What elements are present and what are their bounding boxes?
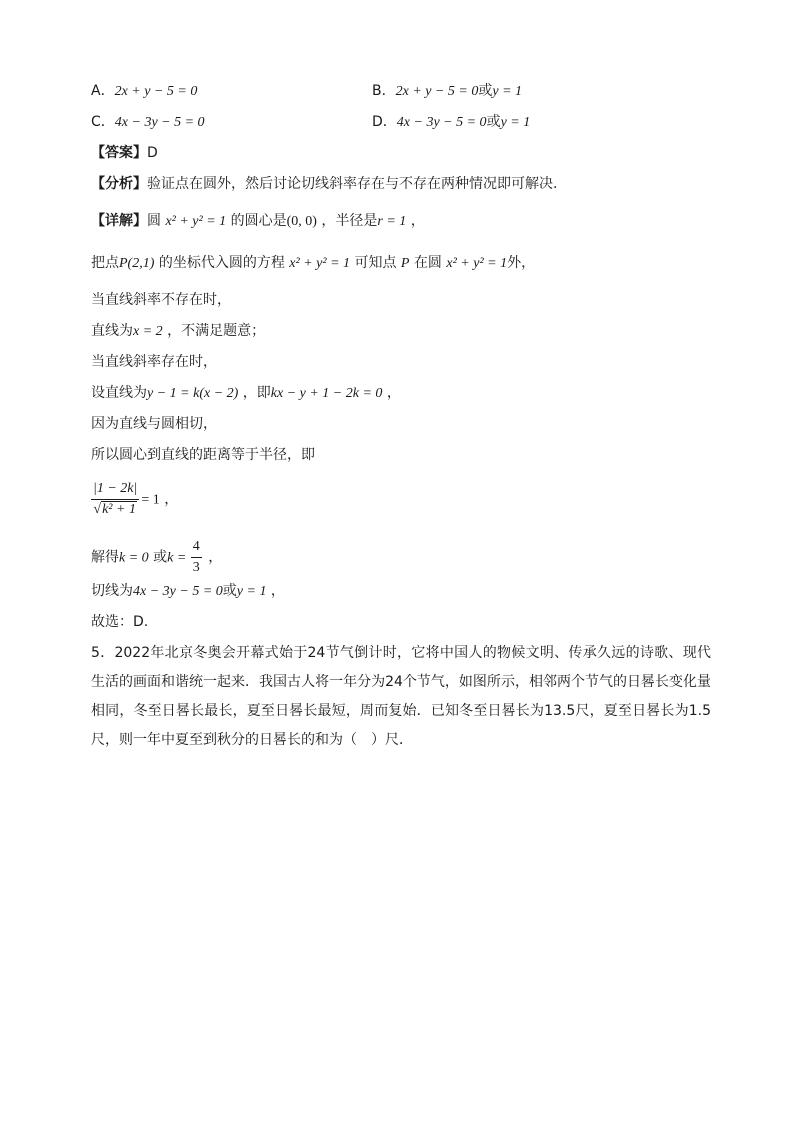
analysis-line xyxy=(91,174,557,194)
circle-center: (0, 0) xyxy=(286,214,317,229)
fraction-numerator: 4 xyxy=(191,538,202,558)
detail-line-4 xyxy=(91,321,265,342)
detail-text: ， xyxy=(208,549,223,566)
detail-text: 把点 xyxy=(91,255,119,271)
option-b-label: B． xyxy=(372,83,396,99)
option-a-expr: 2x + y − 5 = 0 xyxy=(114,84,198,99)
circle-equation: x² + y² = 1 xyxy=(289,256,351,271)
detail-text: 或 xyxy=(153,549,168,566)
detail-text: ， xyxy=(164,491,179,508)
detail-line-1 xyxy=(91,211,425,232)
detail-line-5: 当直线斜率存在时， xyxy=(91,354,217,370)
analysis-text: 验证点在圆外，然后讨论切线斜率存在与不存在两种情况即可解决. xyxy=(147,176,558,192)
circle-equation: x² + y² = 1 xyxy=(446,256,508,271)
detail-text: 解得 xyxy=(91,549,119,566)
distance-fraction xyxy=(91,480,139,519)
option-b-expr1: 2x + y − 5 = 0 xyxy=(395,84,479,99)
detail-tag: 【详解】 xyxy=(91,213,147,229)
detail-text: ， xyxy=(386,385,401,401)
detail-text: 的圆心是 xyxy=(230,213,287,229)
question-5: 5．2022年北京冬奥会开幕式始于24节气倒计时，它将中国人的物候文明、传承久远的诗歌、现代生活的画面和谐统一起来．我国古人将一年分为24个节气，如图所示，相邻两个节气的日晷长变化量相同，冬至日晷长最长，夏至日晷长最短，周而复始．已知冬至日晷长为13.5尺，夏至日晷长为1.5尺，则一年中夏至到秋分的日晷长的和为（ ）尺． xyxy=(91,645,711,748)
sqrt-sign: √ xyxy=(93,502,102,517)
detail-text: ， xyxy=(410,213,425,229)
option-b-or: 或 xyxy=(478,83,493,99)
detail-text: 或 xyxy=(222,583,237,599)
detail-line-6 xyxy=(91,383,401,404)
detail-text: 可知点 xyxy=(354,255,397,271)
detail-line-11 xyxy=(91,581,285,602)
tangent-1: 4x − 3y − 5 = 0 xyxy=(133,584,223,599)
detail-line-3: 当直线斜率不存在时， xyxy=(91,292,231,308)
option-d xyxy=(372,112,530,133)
answer-tag: 【答案】 xyxy=(91,145,147,161)
sqrt-radicand: k² + 1 xyxy=(102,502,136,517)
circle-equation: x² + y² = 1 xyxy=(165,214,227,229)
k-solution-1: k = 0 xyxy=(119,550,149,566)
option-a xyxy=(91,81,197,102)
answer-line xyxy=(91,143,158,163)
k-fraction xyxy=(191,538,202,577)
detail-line-9 xyxy=(91,480,178,519)
detail-text: 直线为 xyxy=(91,323,133,339)
k-solution-2: k = xyxy=(167,550,187,566)
fraction-numerator: |1 − 2k| xyxy=(91,480,139,500)
line-equation-general: kx − y + 1 − 2k = 0 xyxy=(270,386,383,401)
answer-value: D xyxy=(147,145,158,161)
detail-line-7: 因为直线与圆相切， xyxy=(91,416,217,432)
detail-line-8: 所以圆心到直线的距离等于半径，即 xyxy=(91,447,315,463)
option-b xyxy=(372,81,522,102)
fraction-equals: = 1 xyxy=(141,492,160,508)
option-b-expr2: y = 1 xyxy=(492,84,523,99)
option-c xyxy=(91,112,205,133)
detail-text: ， xyxy=(270,583,285,599)
fraction-denominator xyxy=(91,500,139,519)
option-c-expr: 4x − 3y − 5 = 0 xyxy=(114,115,205,130)
detail-text: ，不满足题意； xyxy=(167,323,266,339)
radius: r = 1 xyxy=(377,214,407,229)
detail-text: ，即 xyxy=(242,385,271,401)
analysis-tag: 【分析】 xyxy=(91,176,147,192)
detail-text: 圆 xyxy=(147,213,161,229)
option-d-or: 或 xyxy=(486,114,501,130)
option-d-label: D． xyxy=(372,114,397,130)
point-p: P(2,1) xyxy=(119,256,155,271)
option-c-label: C． xyxy=(91,114,115,130)
option-d-expr1: 4x − 3y − 5 = 0 xyxy=(396,115,487,130)
tangent-2: y = 1 xyxy=(236,584,267,599)
detail-text: 在圆 xyxy=(413,255,442,271)
point-label: P xyxy=(400,256,410,271)
detail-text: 外， xyxy=(507,255,536,271)
detail-line-10 xyxy=(91,538,222,577)
option-a-label: A． xyxy=(91,83,115,99)
detail-text: 的坐标代入圆的方程 xyxy=(158,255,285,271)
fraction-denominator: 3 xyxy=(192,560,200,575)
line-equation: x = 2 xyxy=(133,324,163,339)
line-equation: y − 1 = k(x − 2) xyxy=(147,386,239,401)
detail-text: 切线为 xyxy=(91,583,133,599)
detail-text: ，半径是 xyxy=(321,213,378,229)
detail-line-12: 故选：D. xyxy=(91,614,149,630)
option-d-expr2: y = 1 xyxy=(500,115,531,130)
detail-line-2 xyxy=(91,253,535,274)
detail-text: 设直线为 xyxy=(91,385,147,401)
